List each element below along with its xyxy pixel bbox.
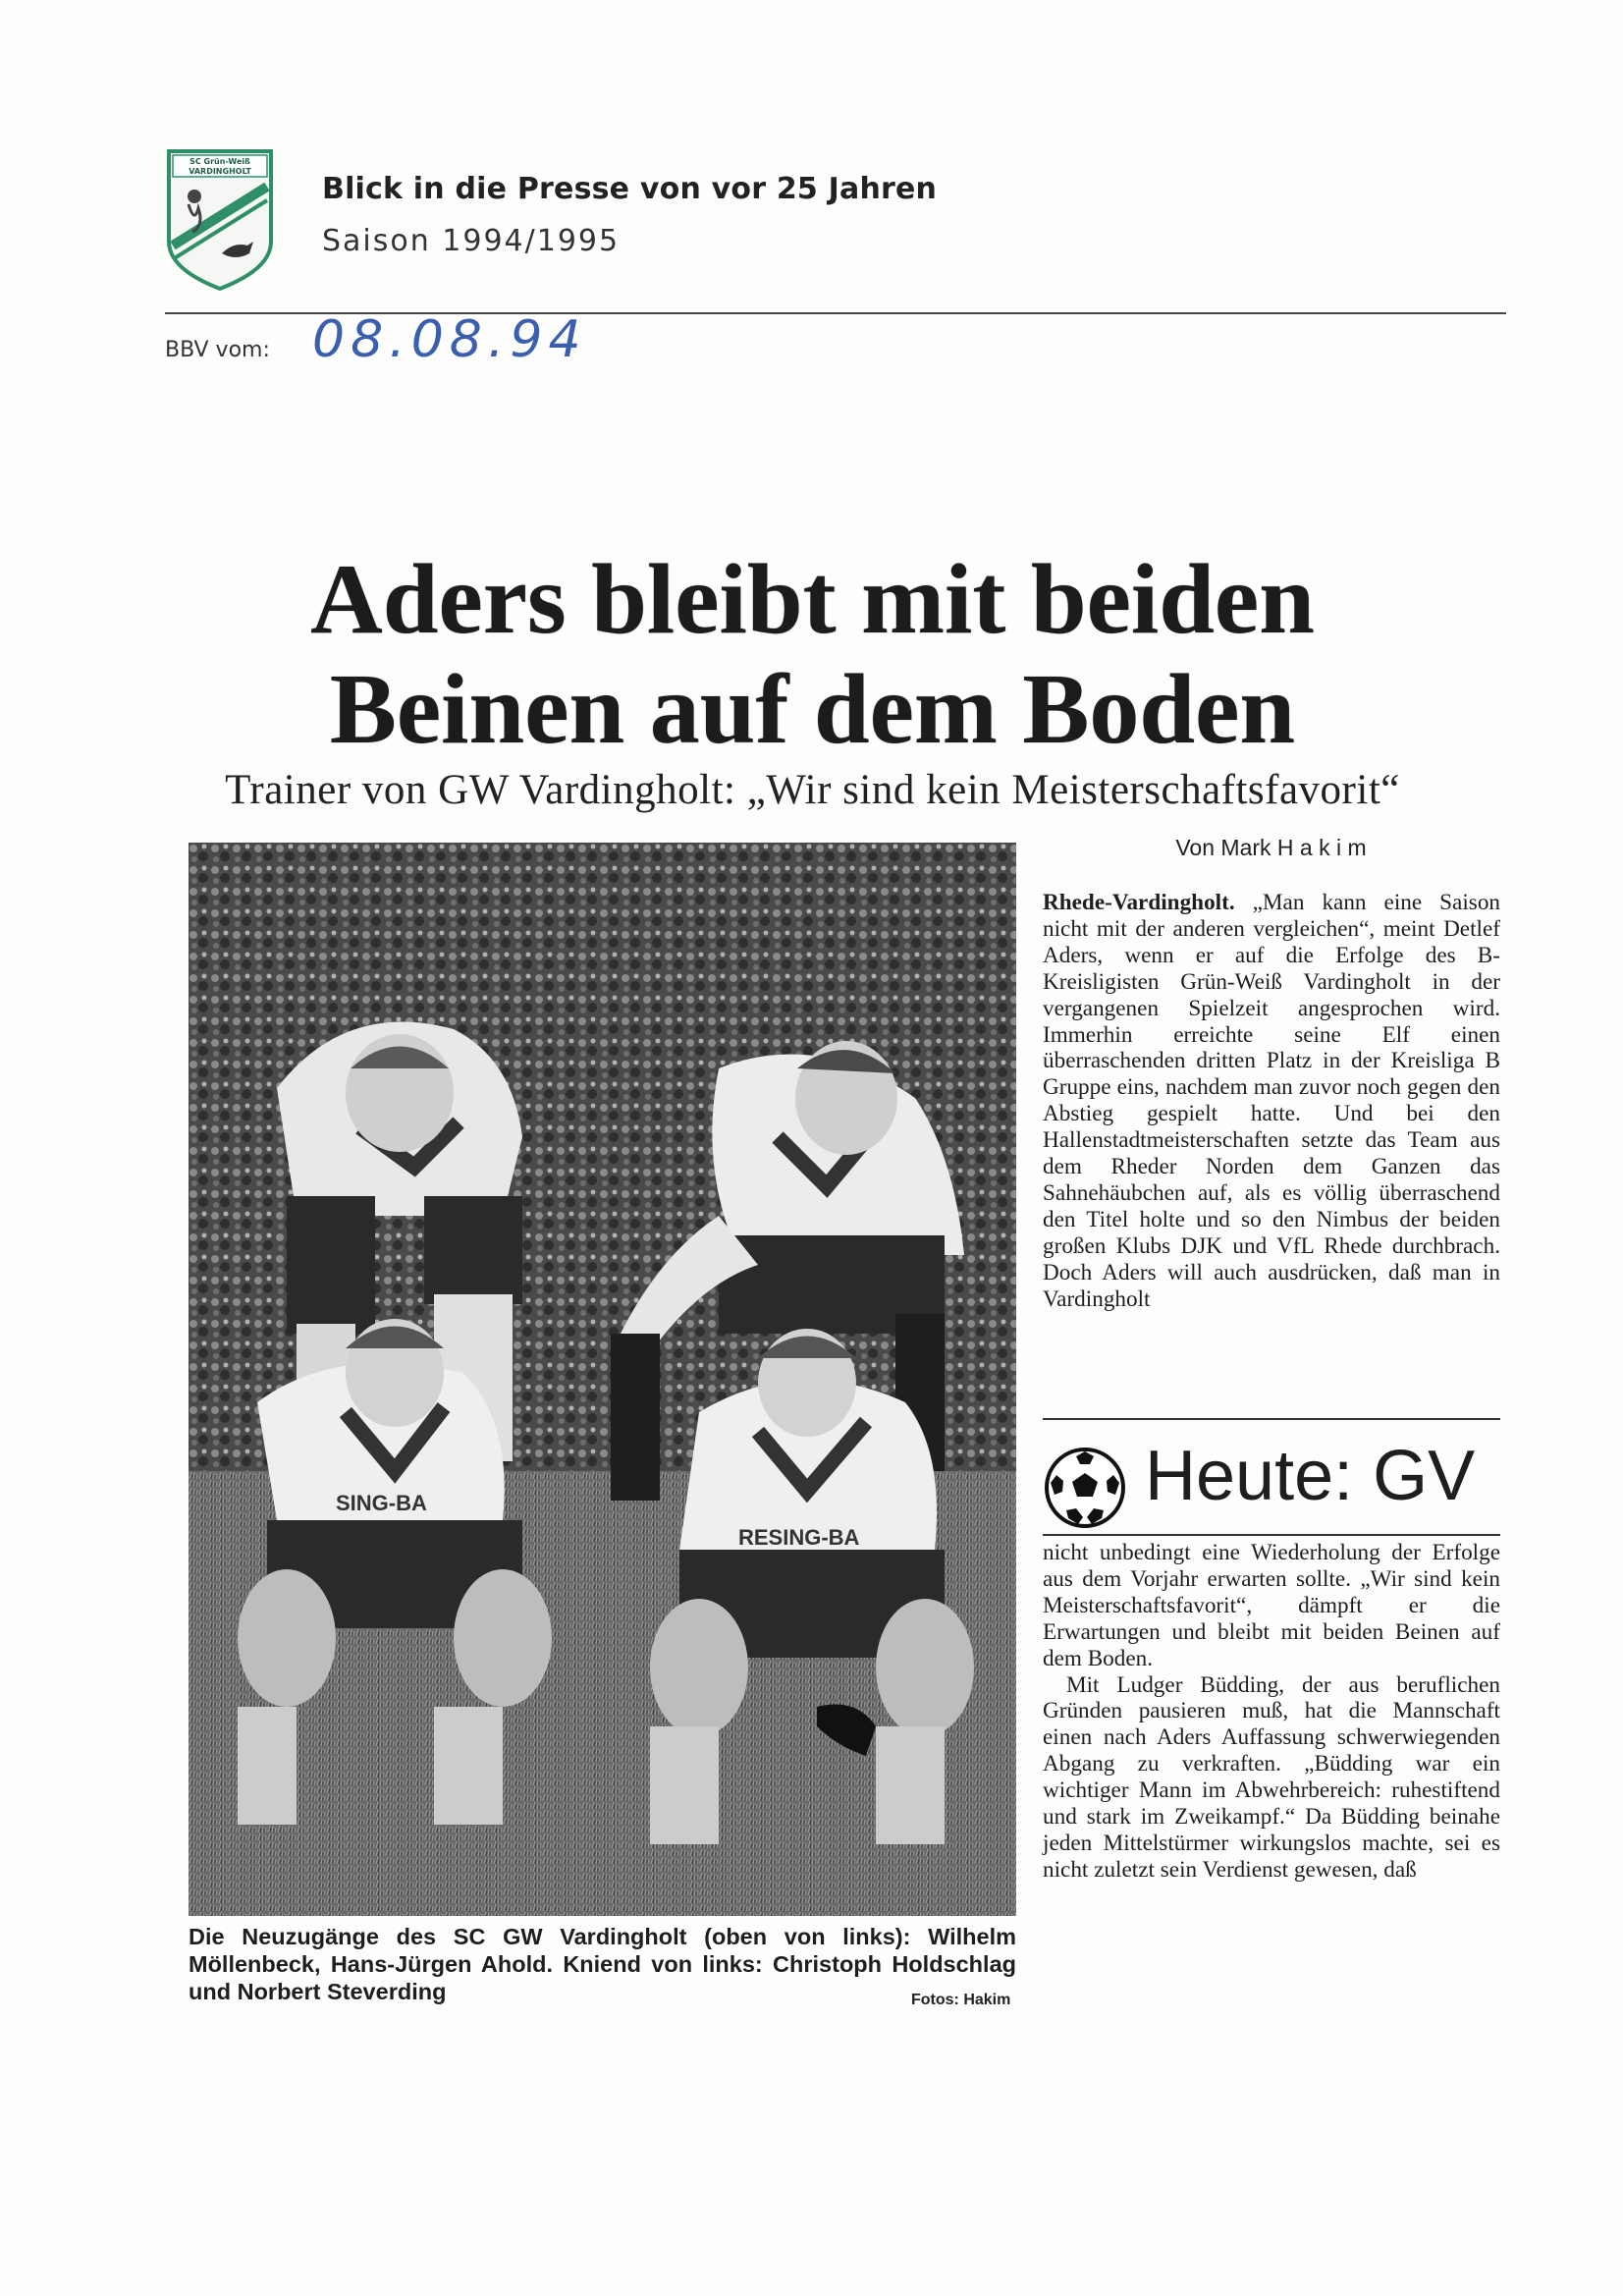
photo-credit: Fotos: Hakim: [911, 1992, 1011, 2008]
article-column-2: [1043, 1540, 1500, 1884]
heute-heading: Heute: GV: [1145, 1440, 1476, 1515]
header-subtitle: Saison 1994/1995: [322, 224, 621, 258]
dateline: Rhede-Vardingholt.: [1043, 890, 1235, 915]
shirt-sponsor-left: SING-BA: [336, 1491, 427, 1515]
column-2-paragraph-1: nicht unbedingt eine Wiederholung der Erfolge aus dem Vorjahr erwarten sollte. „Wir sind kein Meisterschaftsfavorit“, dämpft er die Erwartungen und bleibt mit beiden Beinen auf dem Boden.: [1043, 1540, 1500, 1671]
article-subheadline: Trainer von GW Vardingholt: „Wir sind kein Meisterschaftsfavorit“: [225, 767, 1400, 813]
column-rule: [1043, 1418, 1500, 1420]
heute-infobox: [1043, 1440, 1500, 1532]
crest-text-line1: SC Grün-Weiß: [189, 157, 250, 166]
article-headline: [147, 545, 1478, 765]
byline: Von Mark H a k i m: [1175, 835, 1367, 860]
shirt-sponsor-right: RESING-BA: [738, 1525, 860, 1550]
soccer-ball-icon: [1043, 1446, 1127, 1530]
article-column-1: [1043, 890, 1500, 1313]
team-photo: [189, 843, 1016, 1916]
photo-caption: Die Neuzugänge des SC GW Vardingholt (oben von links): Wilhelm Möllenbeck, Hans-Jürgen Ahold. Kniend von links: Christoph Holdschlag und Norbert Steverding: [189, 1924, 1016, 2004]
handwritten-date: 08.08.94: [312, 310, 587, 369]
club-crest-logo: [165, 147, 275, 293]
crest-text-line2: VARDINGHOLT: [189, 167, 251, 176]
column-1-body: „Man kann eine Saison nicht mit der anderen vergleichen“, meint Detlef Aders, wenn er auf die Erfolge des B-Kreisligisten Grün-Weiß Vardingholt in der vergangenen Spielzeit angesprochen wird. Immerhin erreichte seine Elf einen überraschenden dritten Platz in der Kreisliga B Gruppe eins, nachdem man zuvor noch gegen den Abstieg gespielt hatte. Und bei den Hallenstadtmeisterschaften setzte das Team aus dem Rheder Norden dem Ganzen das Sahnehäubchen auf, als es völlig überraschend den Titel holte und so den Nimbus der beiden großen Klubs DJK und VfL Rhede durchbrach. Doch Aders will auch ausdrücken, daß man in Vardingholt: [1043, 890, 1501, 1312]
headline-line-1: Aders bleibt mit beiden: [310, 544, 1315, 655]
header-title: Blick in die Presse von vor 25 Jahren: [322, 172, 938, 206]
date-label: BBV vom:: [165, 338, 270, 362]
infobox-rule: [1043, 1534, 1500, 1536]
column-2-paragraph-2: Mit Ludger Büdding, der aus beruflichen Gründen pausieren muß, hat die Mannschaft einen nach Aders Auffassung schwerwiegenden Abgang zu verkraften. „Büdding war ein wichtiger Mann im Abwehrbereich: ruhestiftend und stark im Zweikampf.“ Da Büdding beinahe jeden Mittelstürmer wirkungslos machte, sei es nicht zuletzt sein Verdienst gewesen, daß: [1043, 1671, 1500, 1883]
headline-line-2: Beinen auf dem Boden: [329, 654, 1296, 765]
